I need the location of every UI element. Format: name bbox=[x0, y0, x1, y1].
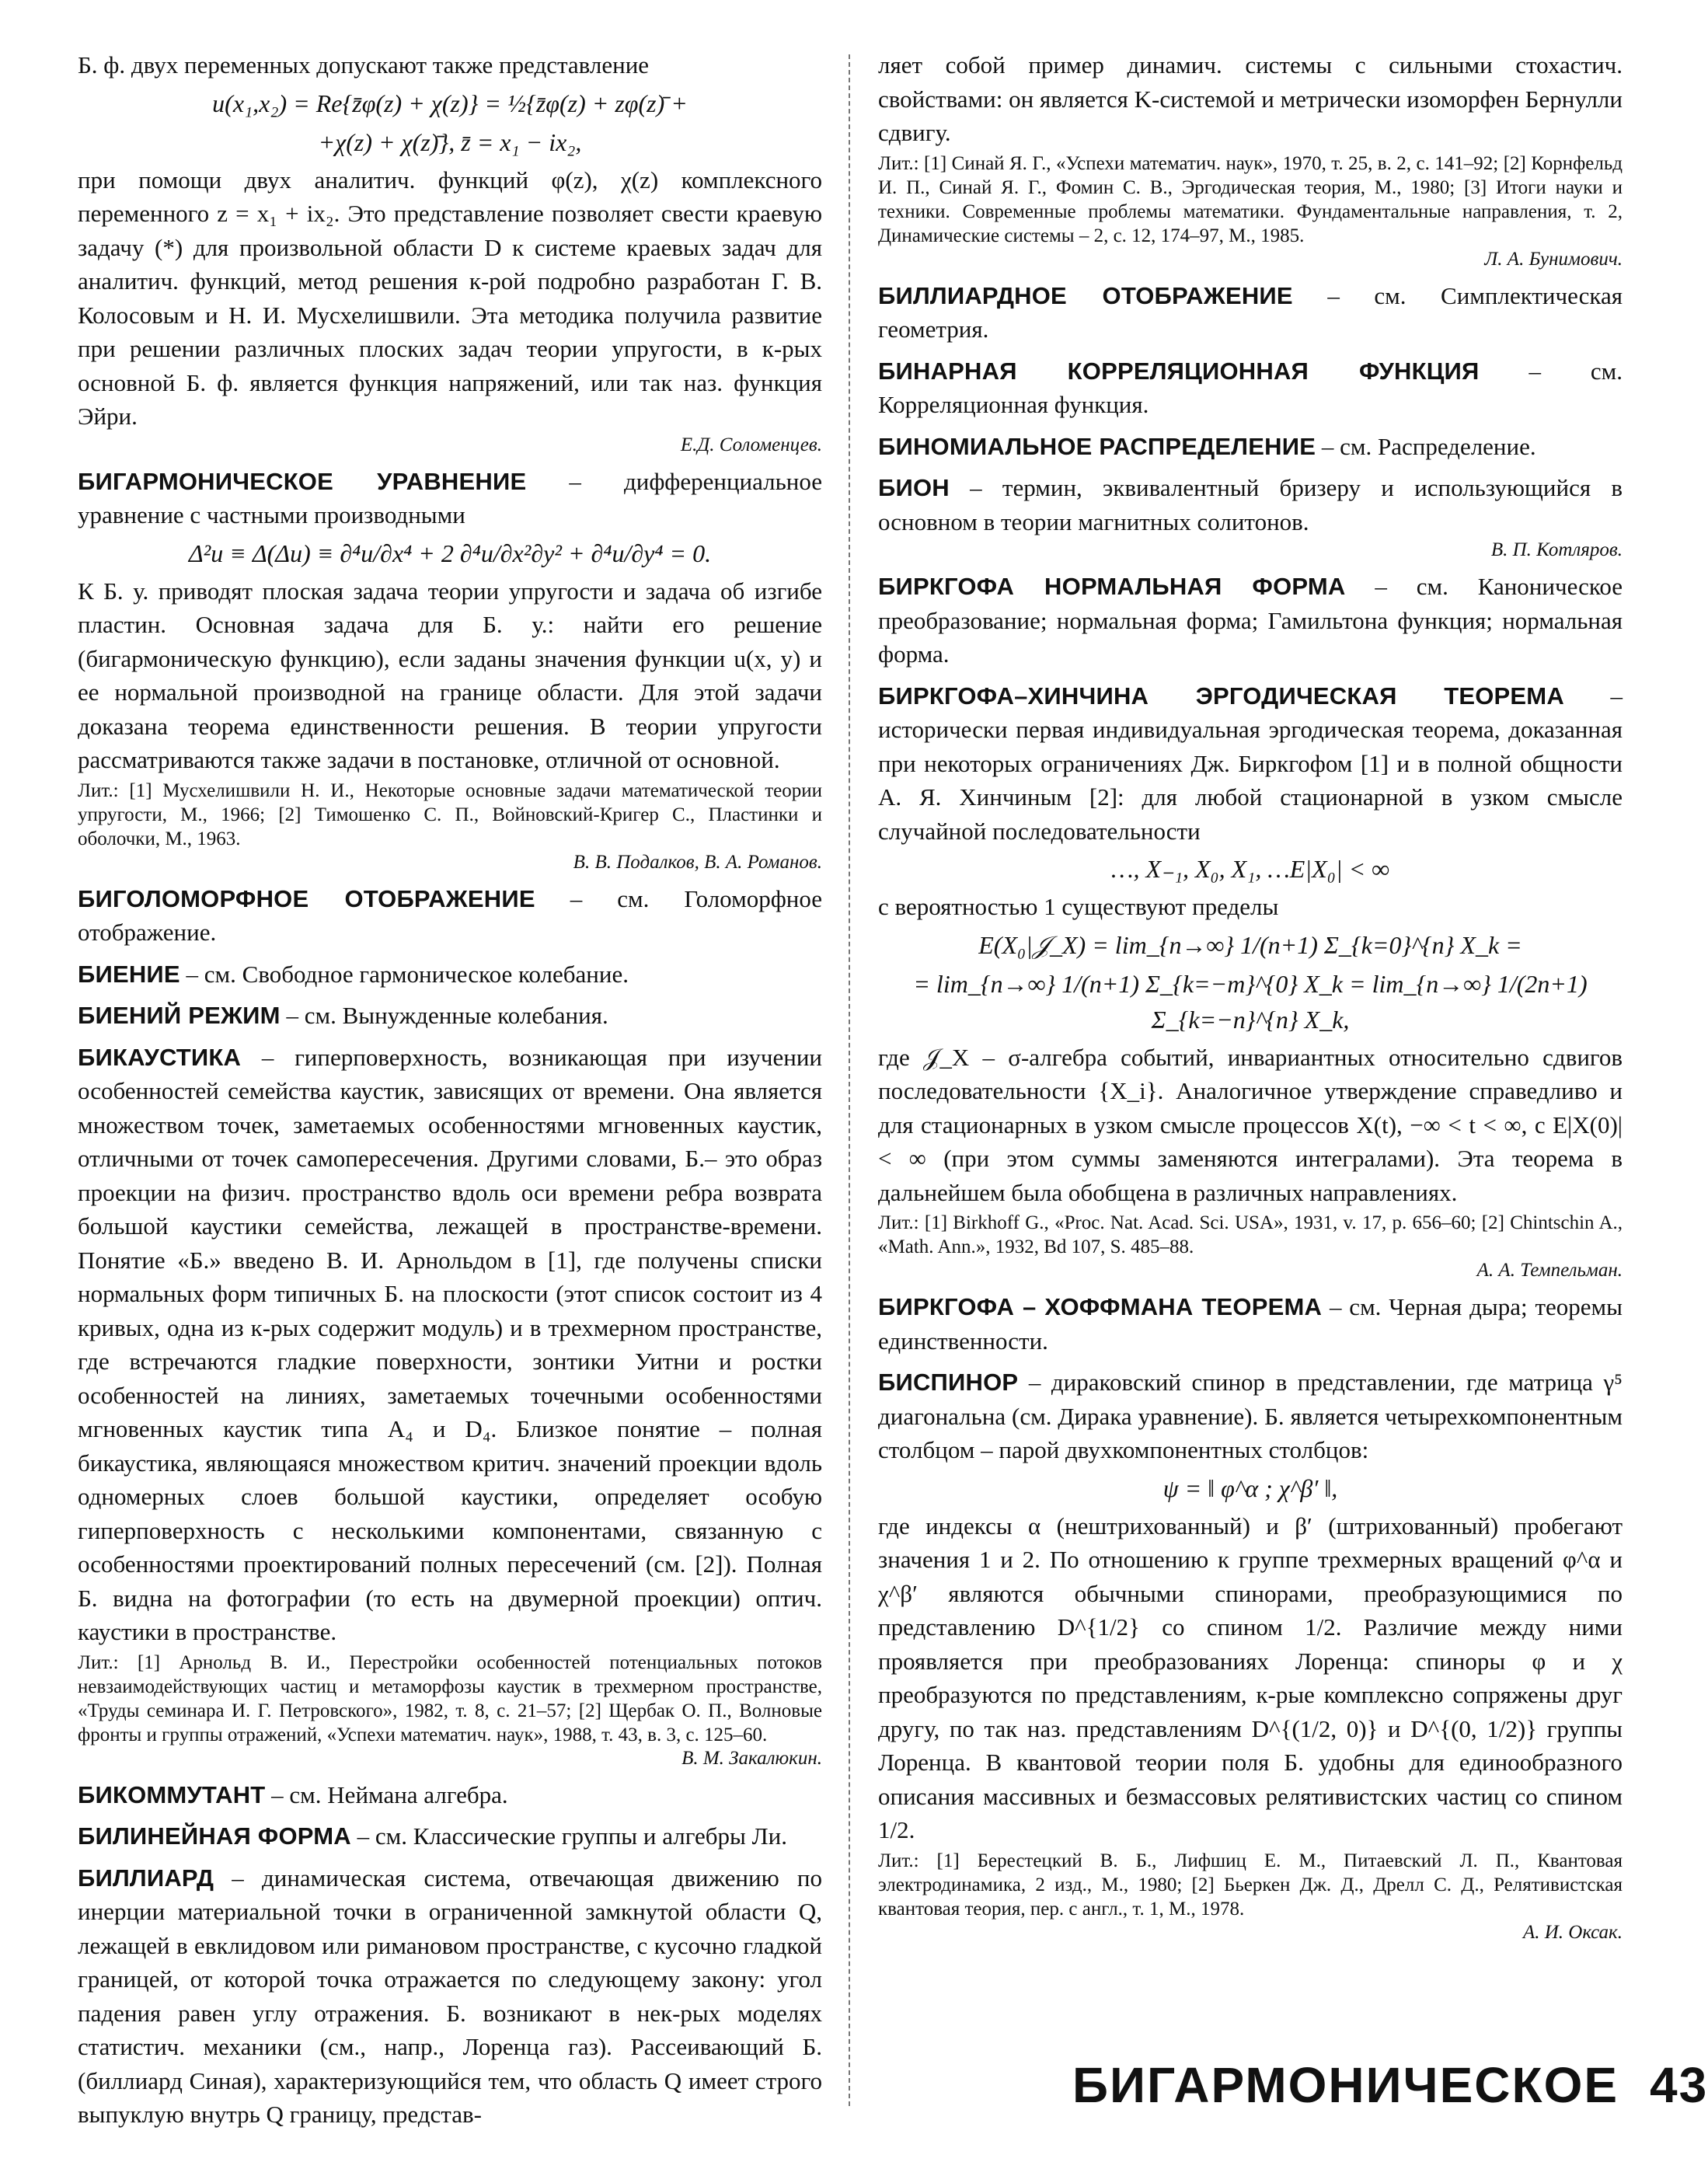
entry-text: – исторически первая индивидуальная эргодическая теорема, доказанная при некоторых ограничениях Дж. Биркгофом [1] и в полной общности А. Я. Хинчиным [2]: для любой стационарной в узком смысле случайной последовательности bbox=[878, 682, 1623, 845]
references: Лит.: [1] Синай Я. Г., «Успехи математич. наук», 1970, т. 25, в. 2, с. 141–92; [2] Корнфельд И. П., Синай Я. Г., Фомин С. В., Эргодическая теория, М., 1980; [3] Итоги науки и техники. Современные проблемы математики. Фундаментальные направления, т. 2, Динамические системы – 2, с. 12, 174–97, М., 1985. bbox=[878, 152, 1623, 246]
formula: +χ(z) + χ(z)̄}, z̄ = x₁ − ix₂, bbox=[318, 127, 582, 156]
entry-bieniy-rezhim bbox=[78, 999, 822, 1033]
entry-title: БИЕНИЕ bbox=[78, 960, 180, 988]
entry-title: БИЛИНЕЙНАЯ ФОРМА bbox=[78, 1822, 351, 1850]
entry-title: БИЛЛИАРДНОЕ ОТОБРАЖЕНИЕ bbox=[878, 281, 1293, 309]
paragraph: при помощи двух аналитич. функций φ(z), χ(z) комплексного переменного z = x₁ + ix₂. Это представление позволяет свести краевую задачу (*) для произвольной области D к системе краевых задач для аналитич. функций, метод решения к-рой подробно разработан Г. В. Колосовым и Н. И. Мусхелишвили. Эта методика получила развитие при решении различных плоских задач теории упругости, в к-рых основной Б. ф. является функция напряжений, или так наз. функция Эйри. bbox=[78, 166, 822, 430]
author-signature: Е.Д. Соломенцев. bbox=[680, 434, 822, 455]
entry-binomialnoe-raspredelenie bbox=[878, 430, 1623, 464]
column-divider bbox=[849, 54, 850, 2106]
formula: = lim_{n→∞} 1/(n+1) Σ_{k=−m}^{0} X_k = lim_{n→∞} 1/(2n+1) Σ_{k=−n}^{n} X_k, bbox=[913, 969, 1588, 1034]
paragraph: с вероятностью 1 существуют пределы bbox=[878, 893, 1279, 920]
entry-bispinor bbox=[878, 1365, 1623, 1467]
entry-title: БИКОММУТАНТ bbox=[78, 1780, 266, 1808]
paragraph: где индексы α (нештрихованный) и β′ (штрихованный) пробегают значения 1 и 2. По отношению к группе трехмерных вращений φ^α и χ^β′ являются обычными спинорами, преобразующимися по представлению D^{1/2} со спином 1/2. Различие между ними проявляется при преобразованиях Лоренца: спиноры φ и χ преобразуются по представлениям, к-рые комплексно сопряжены друг другу, по так наз. представлениям D^{(1/2, 0)} и D^{(0, 1/2)} группы Лоренца. В квантовой теории поля Б. удобны для единообразного описания массивных и безмассовых релятивистских частиц со спином 1/2. bbox=[878, 1512, 1623, 1843]
references: Лит.: [1] Арнольд В. И., Перестройки особенностей потенциальных потоков невзаимодействующих частиц и метаморфозы каустик в трехмерном пространстве, «Труды семинара И. Г. Петровского», 1982, т. 8, с. 21–57; [2] Щербак О. П., Волновые фронты и группы отражений, «Успехи математич. наук», 1988, т. 43, в. 3, с. 125–60. bbox=[78, 1651, 822, 1745]
entry-birkgofa-khoffmana-teorema bbox=[878, 1290, 1623, 1358]
entry-text: – см. Вынужденные колебания. bbox=[280, 1002, 608, 1029]
author-signature: В. М. Закалюкин. bbox=[681, 1747, 822, 1769]
entry-bikommutant bbox=[78, 1778, 822, 1812]
page-number: 43 bbox=[1650, 2057, 1708, 2113]
entry-binarnaya-korrelyatsionnaya-funktsiya bbox=[878, 354, 1623, 422]
entry-bigolomorfnoe-otobrazhenie bbox=[78, 882, 822, 950]
entry-text: – дираковский спинор в представлении, где матрица γ⁵ диагональна (см. Дирака уравнение). Б. является четырехкомпонентным столбцом – парой двухкомпонентных столбцов: bbox=[878, 1369, 1623, 1463]
entry-bikaustika bbox=[78, 1041, 822, 1649]
entry-birkgofa-normalnaya-forma bbox=[878, 570, 1623, 671]
entry-title: БИКАУСТИКА bbox=[78, 1043, 242, 1071]
entry-billiard bbox=[78, 1861, 822, 2132]
entry-title: БИГАРМОНИЧЕСКОЕ УРАВНЕНИЕ bbox=[78, 467, 527, 495]
entry-title: БИСПИНОР bbox=[878, 1369, 1019, 1396]
author-signature: А. И. Оксак. bbox=[1522, 1921, 1623, 1943]
entry-title: БИЕНИЙ РЕЖИМ bbox=[78, 1002, 281, 1029]
author-signature: В. П. Котляров. bbox=[1490, 539, 1623, 560]
paragraph: ляет собой пример динамич. системы с сильными стохастич. свойствами: он является K-системой и метрически изоморфен Бернулли сдвигу. bbox=[878, 51, 1623, 146]
entry-title: БИНАРНАЯ КОРРЕЛЯЦИОННАЯ ФУНКЦИЯ bbox=[878, 357, 1480, 385]
entry-text: – см. Голоморфное отображение. bbox=[78, 884, 823, 946]
author-signature: А. А. Темпельман. bbox=[1476, 1260, 1623, 1281]
left-column bbox=[78, 48, 822, 2132]
entry-text: – см. Классические группы и алгебры Ли. bbox=[350, 1822, 787, 1850]
formula: E(X₀|𝒥_X) = lim_{n→∞} 1/(n+1) Σ_{k=0}^{n} X_k = bbox=[978, 930, 1522, 959]
page-footer bbox=[1072, 2056, 1708, 2114]
entry-title: БИЛЛИАРД bbox=[78, 1864, 214, 1892]
entry-billiardnoe-otobrazhenie bbox=[878, 279, 1623, 347]
entry-text: – динамическая система, отвечающая движению по инерции материальной точки в ограниченной замкнутой области Q, лежащей в евклидовом или римановом пространстве, с кусочно гладкой границей, от которой точка отражается по следующему закону: угол падения равен углу отражения. Б. возникают в нек-рых моделях статистич. механики (см., напр., Лоренца газ). Рассеивающий Б. (биллиард Синая), характеризующийся тем, что область Q имеет строго выпуклую внутрь Q границу, представ- bbox=[78, 1864, 822, 2128]
entry-title: БИРКГОФА–ХИНЧИНА ЭРГОДИЧЕСКАЯ ТЕОРЕМА bbox=[878, 682, 1564, 710]
entry-text: – термин, эквивалентный бризеру и использующийся в основном в теории магнитных солитонов. bbox=[878, 474, 1623, 535]
entry-title: БИНОМИАЛЬНОЕ РАСПРЕДЕЛЕНИЕ bbox=[878, 432, 1316, 460]
formula: u(x₁,x₂) = Re{z̄φ(z) + χ(z)} = ½{z̄φ(z) + zφ(z)̄ + bbox=[212, 89, 688, 117]
formula: …, X₋₁, X₀, X₁, …E|X₀| < ∞ bbox=[1110, 855, 1390, 883]
entry-text: – см. Неймана алгебра. bbox=[265, 1780, 508, 1808]
entry-title: БИОН bbox=[878, 474, 950, 501]
paragraph: Б. ф. двух переменных допускают также представление bbox=[78, 51, 650, 78]
running-head: БИГАРМОНИЧЕСКОЕ bbox=[1072, 2057, 1619, 2113]
author-signature: Л. А. Бунимович. bbox=[1484, 248, 1623, 270]
entry-title: БИГОЛОМОРФНОЕ ОТОБРАЖЕНИЕ bbox=[78, 884, 535, 912]
entry-bilineynaya-forma bbox=[78, 1819, 822, 1853]
entry-title: БИРКГОФА – ХОФФМАНА ТЕОРЕМА bbox=[878, 1293, 1323, 1320]
formula: Δ²u ≡ Δ(Δu) ≡ ∂⁴u/∂x⁴ + 2 ∂⁴u/∂x²∂y² + ∂⁴u/∂y⁴ = 0. bbox=[188, 539, 712, 567]
references: Лит.: [1] Мусхелишвили Н. И., Некоторые основные задачи математической теории упругости, М., 1966; [2] Тимошенко С. П., Войновский-Кригер С., Пластинки и оболочки, М., 1963. bbox=[78, 779, 822, 849]
entry-birkgofa-khinchina-teorema bbox=[878, 679, 1623, 849]
entry-text: – см. Корреляционная функция. bbox=[878, 357, 1623, 418]
entry-text: – см. Симплектическая геометрия. bbox=[878, 281, 1623, 343]
entry-bion bbox=[878, 471, 1623, 539]
entry-title: БИРКГОФА НОРМАЛЬНАЯ ФОРМА bbox=[878, 573, 1346, 600]
right-column bbox=[878, 48, 1623, 1944]
paragraph: К Б. у. приводят плоская задача теории упругости и задача об изгибе пластин. Основная задача для Б. у.: найти его решение (бигармоническую функцию), если заданы значения функции u(x, y) и ее нормальной производной на границе области. Для этой задачи доказана теорема единственности решения. В теории упругости рассматриваются также задачи в постановке, отличной от основной. bbox=[78, 577, 822, 773]
entry-text: – см. Каноническое преобразование; нормальная форма; Гамильтона функция; нормальная форма. bbox=[878, 573, 1623, 668]
paragraph: где 𝒥_X – σ-алгебра событий, инвариантных относительно сдвигов последовательности {X_i}. Аналогичное утверждение справедливо и для стационарных в узком смысле процессов X(t), −∞ < t < ∞, с E|X(0)| < ∞ (при этом суммы заменяются интегралами). Эта теорема в дальнейшем была обобщена в различных направлениях. bbox=[878, 1043, 1623, 1206]
references: Лит.: [1] Birkhoff G., «Proc. Nat. Acad. Sci. USA», 1931, v. 17, p. 656–60; [2] Chintschin A., «Math. Ann.», 1932, Bd 107, S. 485–88. bbox=[878, 1212, 1623, 1257]
references: Лит.: [1] Берестецкий В. Б., Лифшиц Е. М., Питаевский Л. П., Квантовая электродинамика, 2 изд., М., 1980; [2] Бьеркен Дж. Д., Дрелл С. Д., Релятивистская квантовая теория, пер. с англ., т. 1, М., 1978. bbox=[878, 1850, 1623, 1920]
entry-bienie bbox=[78, 957, 822, 992]
formula: ψ = ‖ φ^α ; χ^β′ ‖, bbox=[1162, 1473, 1338, 1502]
author-signature: В. В. Подалков, В. А. Романов. bbox=[573, 851, 822, 873]
entry-text: – см. Свободное гармоническое колебание. bbox=[180, 960, 629, 988]
entry-text: – дифференциальное уравнение с частными производными bbox=[78, 467, 822, 528]
entry-text: – см. Распределение. bbox=[1316, 432, 1536, 460]
entry-text: – см. Черная дыра; теоремы единственности. bbox=[878, 1293, 1623, 1355]
entry-text: – гиперповерхность, возникающая при изучении особенностей семейства каустик, зависящих от времени. Она является множеством точек, заметаемых особенностями мгновенных каустик, отличными от точек самопересечения. Другими словами, Б.– это образ проекции на физич. пространство вдоль оси времени ребра возврата большой каустики семейства, лежащей в пространстве-времени. Понятие «Б.» введено В. И. Арнольдом в [1], где получены списки нормальных форм типичных Б. на плоскости (этот список состоит из 4 кривых, одна из к-рых содержит модуль) и в трехмерном пространстве, где встречаются гладкие поверхности, зонтики Уитни и ростки особенностей на линиях, заметаемых точечными особенностями мгновенных каустик типа A₄ и D₄. Близкое понятие – полная бикаустика, являющаяся множеством критич. значений проекции вдоль одномерных слоев большой каустики, определяет особую гиперповерхность с несколькими компонентами, связанную с особенностями проектирований полных пересечений (см. [2]). Полная Б. видна на фотографии (то есть на двумерной проекции) оптич. каустики в пространстве. bbox=[78, 1043, 822, 1645]
entry-bigarmonicheskoe-uravnenie bbox=[78, 465, 822, 532]
